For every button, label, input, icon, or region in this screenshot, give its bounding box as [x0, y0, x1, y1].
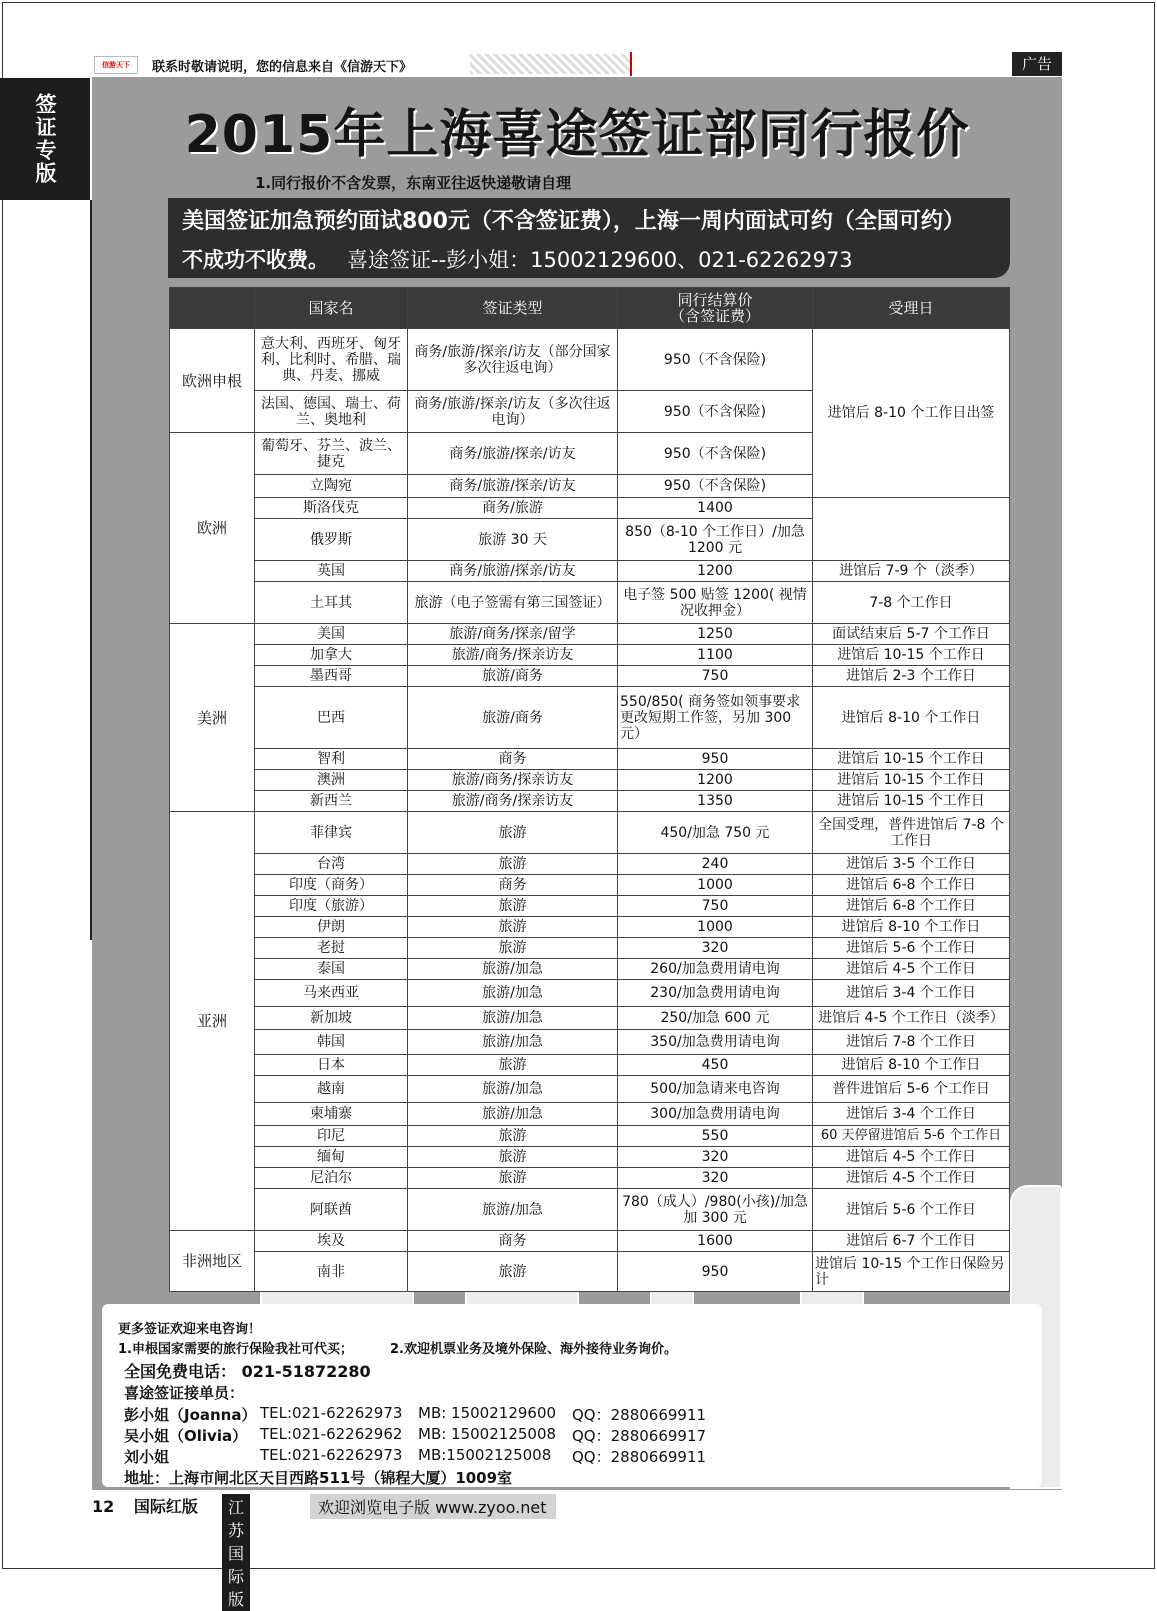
table-row [170, 329, 1010, 391]
type-cell: 旅游/加急 [408, 959, 618, 980]
price-cell: 950（不含保险) [618, 329, 813, 391]
region-cell: 欧洲申根 [170, 329, 255, 433]
days-cell: 进馆后 10-15 个工作日保险另计 [813, 1252, 1010, 1292]
region-cell: 欧洲 [170, 433, 255, 624]
country-cell: 澳洲 [255, 770, 408, 791]
days-cell: 进馆后 6-7 个工作日 [813, 1231, 1010, 1252]
country-cell: 墨西哥 [255, 666, 408, 687]
type-cell: 旅游 [408, 1147, 618, 1168]
country-cell: 马来西亚 [255, 980, 408, 1007]
type-cell: 旅游/加急 [408, 1103, 618, 1126]
staff-name: 吴小姐（Olivia） [124, 1427, 248, 1445]
days-cell [813, 498, 1010, 561]
table-row [170, 875, 1010, 896]
price-cell: 320 [618, 1168, 813, 1189]
type-cell: 旅游/加急 [408, 1007, 618, 1030]
days-cell: 进馆后 4-5 个工作日 [813, 959, 1010, 980]
country-cell: 尼泊尔 [255, 1168, 408, 1189]
table-row [170, 770, 1010, 791]
price-cell: 950（不含保险) [618, 391, 813, 433]
price-cell: 950（不含保险) [618, 433, 813, 475]
contact-heading: 更多签证欢迎来电咨询！ [118, 1322, 262, 1337]
days-cell: 进馆后 8-10 个工作日 [813, 1055, 1010, 1076]
type-cell: 商务/旅游/探亲/访友 [408, 433, 618, 475]
country-cell: 意大利、西班牙、匈牙利、比利时、希腊、瑞典、丹麦、挪威 [255, 329, 408, 391]
contact-note-services: 2.欢迎机票业务及境外保险、海外接待业务询价。 [390, 1342, 677, 1357]
country-cell: 俄罗斯 [255, 519, 408, 561]
type-cell: 旅游 [408, 1252, 618, 1292]
visa-price-table [169, 287, 1010, 1292]
days-cell: 进馆后 6-8 个工作日 [813, 875, 1010, 896]
type-cell: 旅游 [408, 896, 618, 917]
header-processing-days: 受理日 [813, 288, 1010, 329]
table-row [170, 896, 1010, 917]
red-divider [630, 52, 632, 76]
type-cell: 商务/旅游 [408, 498, 618, 519]
price-cell: 850（8-10 个工作日）/加急 1200 元 [618, 519, 813, 561]
type-cell: 旅游 [408, 1055, 618, 1076]
days-cell: 进馆后 10-15 个工作日 [813, 749, 1010, 770]
country-cell: 葡萄牙、芬兰、波兰、捷克 [255, 433, 408, 475]
ad-tag: 广告 [1012, 52, 1062, 76]
type-cell: 旅游 [408, 812, 618, 854]
country-cell: 伊朗 [255, 917, 408, 938]
type-cell: 旅游/商务/探亲访友 [408, 791, 618, 812]
days-cell: 进馆后 3-5 个工作日 [813, 854, 1010, 875]
table-row [170, 1030, 1010, 1055]
edition-label: 江苏国际版 [222, 1494, 250, 1611]
price-cell: 250/加急 600 元 [618, 1007, 813, 1030]
type-cell: 旅游 30 天 [408, 519, 618, 561]
price-cell: 1350 [618, 791, 813, 812]
note-invoice: 1.同行报价不含发票，东南亚往返快递敬请自理 [255, 174, 572, 192]
country-cell: 新西兰 [255, 791, 408, 812]
price-cell: 电子签 500 贴签 1200( 视情况收押金） [618, 582, 813, 624]
days-cell: 进馆后 4-5 个工作日 [813, 1147, 1010, 1168]
section-name: 国际红版 [133, 1497, 198, 1516]
days-cell: 进馆后 3-4 个工作日 [813, 1103, 1010, 1126]
price-cell: 1000 [618, 875, 813, 896]
staff-mobile: MB:15002125008 [418, 1446, 552, 1464]
country-cell: 菲律宾 [255, 812, 408, 854]
country-cell: 老挝 [255, 938, 408, 959]
table-row [170, 749, 1010, 770]
days-cell: 进馆后 5-6 个工作日 [813, 1189, 1010, 1231]
type-cell: 旅游/商务/探亲/留学 [408, 624, 618, 645]
table-row [170, 1252, 1010, 1292]
page-number: 12 [92, 1497, 115, 1516]
price-cell: 550/850( 商务签如领事要求更改短期工作签，另加 300 元） [618, 687, 813, 749]
price-cell: 550 [618, 1126, 813, 1147]
country-cell: 印度（商务） [255, 875, 408, 896]
price-cell: 300/加急费用请电询 [618, 1103, 813, 1126]
price-cell: 780（成人）/980(小孩)/加急加 300 元 [618, 1189, 813, 1231]
type-cell: 商务/旅游/探亲/访友（多次往返电询） [408, 391, 618, 433]
days-cell: 进馆后 8-10 个工作日 [813, 687, 1010, 749]
header-country: 国家名 [255, 288, 408, 329]
price-cell: 320 [618, 1147, 813, 1168]
country-cell: 台湾 [255, 854, 408, 875]
country-cell: 埃及 [255, 1231, 408, 1252]
table-row [170, 561, 1010, 582]
country-cell: 泰国 [255, 959, 408, 980]
banner-guarantee: 不成功不收费。 [182, 248, 329, 272]
type-cell: 旅游 [408, 854, 618, 875]
days-cell: 进馆后 7-9 个（淡季） [813, 561, 1010, 582]
type-cell: 商务 [408, 875, 618, 896]
country-cell: 缅甸 [255, 1147, 408, 1168]
days-cell: 进馆后 4-5 个工作日（淡季） [813, 1007, 1010, 1030]
type-cell: 旅游/商务/探亲访友 [408, 645, 618, 666]
type-cell: 商务 [408, 1231, 618, 1252]
staff-heading: 喜途签证接单员： [124, 1384, 245, 1402]
country-cell: 印度（旅游） [255, 896, 408, 917]
region-cell: 亚洲 [170, 812, 255, 1231]
table-header-row [170, 288, 1010, 329]
days-cell: 进馆后 6-8 个工作日 [813, 896, 1010, 917]
days-cell: 进馆后 10-15 个工作日 [813, 770, 1010, 791]
staff-qq: QQ：2880669911 [572, 1448, 707, 1466]
days-cell: 进馆后 7-8 个工作日 [813, 1030, 1010, 1055]
price-cell: 950 [618, 749, 813, 770]
table-row [170, 791, 1010, 812]
staff-qq: QQ：2880669911 [572, 1406, 707, 1424]
country-cell: 斯洛伐克 [255, 498, 408, 519]
days-cell: 进馆后 5-6 个工作日 [813, 938, 1010, 959]
country-cell: 加拿大 [255, 645, 408, 666]
contact-info-box [102, 1304, 1042, 1487]
type-cell: 商务 [408, 749, 618, 770]
table-row [170, 917, 1010, 938]
type-cell: 旅游 [408, 1168, 618, 1189]
staff-name: 彭小姐（Joanna） [124, 1406, 257, 1424]
days-cell: 进馆后 2-3 个工作日 [813, 666, 1010, 687]
national-hotline: 全国免费电话： 021-51872280 [124, 1362, 371, 1381]
staff-name: 刘小姐 [124, 1448, 170, 1466]
price-cell: 750 [618, 896, 813, 917]
type-cell: 旅游/加急 [408, 1030, 618, 1055]
table-row [170, 498, 1010, 519]
price-cell: 350/加急费用请电询 [618, 1030, 813, 1055]
price-cell: 950（不含保险) [618, 475, 813, 498]
type-cell: 旅游 [408, 1126, 618, 1147]
header-visa-type: 签证类型 [408, 288, 618, 329]
type-cell: 商务/旅游/探亲/访友 [408, 561, 618, 582]
price-cell: 1200 [618, 561, 813, 582]
table-row [170, 1103, 1010, 1126]
type-cell: 旅游/商务/探亲访友 [408, 770, 618, 791]
header-region [170, 288, 255, 329]
office-address: 地址：上海市闸北区天目西路511号（锦程大厦）1009室 [124, 1469, 513, 1487]
price-cell: 1100 [618, 645, 813, 666]
days-cell: 7-8 个工作日 [813, 582, 1010, 624]
table-row [170, 980, 1010, 1007]
price-cell: 260/加急费用请电询 [618, 959, 813, 980]
table-row [170, 1076, 1010, 1103]
side-tab-label: 签证专版 [33, 93, 57, 185]
us-visa-banner [168, 198, 1010, 278]
country-cell: 南非 [255, 1252, 408, 1292]
days-cell: 进馆后 8-10 个工作日出签 [813, 329, 1010, 498]
days-cell: 进馆后 3-4 个工作日 [813, 980, 1010, 1007]
country-cell: 美国 [255, 624, 408, 645]
table-row [170, 1007, 1010, 1030]
header-price: 同行结算价 （含签证费） [618, 288, 813, 329]
table-row [170, 624, 1010, 645]
decorative-pattern [470, 54, 630, 74]
staff-tel: TEL:021-62262973 [260, 1446, 403, 1464]
price-cell: 450/加急 750 元 [618, 812, 813, 854]
country-cell: 新加坡 [255, 1007, 408, 1030]
days-cell: 全国受理，普件进馆后 7-8 个工作日 [813, 812, 1010, 854]
region-cell: 非洲地区 [170, 1231, 255, 1292]
type-cell: 旅游/商务 [408, 666, 618, 687]
country-cell: 印尼 [255, 1126, 408, 1147]
country-cell: 智利 [255, 749, 408, 770]
type-cell: 商务/旅游/探亲/访友 [408, 475, 618, 498]
country-cell: 英国 [255, 561, 408, 582]
table-row [170, 854, 1010, 875]
country-cell: 韩国 [255, 1030, 408, 1055]
side-section-tab [0, 78, 90, 200]
country-cell: 土耳其 [255, 582, 408, 624]
table-row [170, 666, 1010, 687]
contact-note-insurance: 1.申根国家需要的旅行保险我社可代买； [118, 1342, 353, 1357]
staff-tel: TEL:021-62262962 [260, 1425, 403, 1443]
days-cell: 面试结束后 5-7 个工作日 [813, 624, 1010, 645]
country-cell: 阿联酋 [255, 1189, 408, 1231]
price-cell: 230/加急费用请电询 [618, 980, 813, 1007]
country-cell: 立陶宛 [255, 475, 408, 498]
price-cell: 1250 [618, 624, 813, 645]
staff-mobile: MB: 15002125008 [418, 1425, 557, 1443]
table-row [170, 1168, 1010, 1189]
price-cell: 500/加急请来电咨询 [618, 1076, 813, 1103]
table-row [170, 1231, 1010, 1252]
table-row [170, 1189, 1010, 1231]
type-cell: 旅游/加急 [408, 980, 618, 1007]
top-bar [92, 52, 632, 76]
table-row [170, 1126, 1010, 1147]
page-footer [92, 1494, 547, 1609]
type-cell: 商务/旅游/探亲/访友（部分国家多次往返电询） [408, 329, 618, 391]
table-row [170, 1055, 1010, 1076]
price-cell: 320 [618, 938, 813, 959]
price-cell: 1400 [618, 498, 813, 519]
price-cell: 750 [618, 666, 813, 687]
price-cell: 240 [618, 854, 813, 875]
top-notice: 联系时敬请说明，您的信息来自《信游天下》 [152, 60, 413, 75]
table-row [170, 959, 1010, 980]
type-cell: 旅游 [408, 917, 618, 938]
type-cell: 旅游/商务 [408, 687, 618, 749]
country-cell: 越南 [255, 1076, 408, 1103]
country-cell: 巴西 [255, 687, 408, 749]
staff-qq: QQ：2880669917 [572, 1427, 707, 1445]
price-cell: 950 [618, 1252, 813, 1292]
days-cell: 进馆后 10-15 个工作日 [813, 645, 1010, 666]
type-cell: 旅游/加急 [408, 1076, 618, 1103]
price-cell: 1200 [618, 770, 813, 791]
type-cell: 旅游/加急 [408, 1189, 618, 1231]
table-row [170, 582, 1010, 624]
website-link[interactable]: 欢迎浏览电子版 www.zyoo.net [310, 1494, 556, 1519]
type-cell: 旅游（电子签需有第三国签证） [408, 582, 618, 624]
type-cell: 旅游 [408, 938, 618, 959]
page-title: 2015年上海喜途签证部同行报价 [184, 105, 970, 165]
banner-line-2 [182, 244, 853, 274]
price-cell: 1600 [618, 1231, 813, 1252]
table-row [170, 645, 1010, 666]
country-cell: 柬埔寨 [255, 1103, 408, 1126]
publication-logo: 信游天下 [94, 56, 138, 74]
staff-mobile: MB: 15002129600 [418, 1404, 557, 1422]
table-row [170, 812, 1010, 854]
staff-tel: TEL:021-62262973 [260, 1404, 403, 1422]
days-cell: 普件进馆后 5-6 个工作日 [813, 1076, 1010, 1103]
price-cell: 450 [618, 1055, 813, 1076]
days-cell: 进馆后 8-10 个工作日 [813, 917, 1010, 938]
country-cell: 日本 [255, 1055, 408, 1076]
days-cell: 60 天停留进馆后 5-6 个工作日 [813, 1126, 1010, 1147]
banner-line-1: 美国签证加急预约面试800元（不含签证费），上海一周内面试可约（全国可约） [182, 209, 965, 234]
banner-contact: 喜途签证--彭小姐：15002129600、021-62262973 [347, 248, 853, 272]
table-row [170, 1147, 1010, 1168]
table-row [170, 938, 1010, 959]
days-cell: 进馆后 10-15 个工作日 [813, 791, 1010, 812]
country-cell: 法国、德国、瑞士、荷兰、奥地利 [255, 391, 408, 433]
table-row [170, 687, 1010, 749]
price-cell: 1000 [618, 917, 813, 938]
days-cell: 进馆后 4-5 个工作日 [813, 1168, 1010, 1189]
region-cell: 美洲 [170, 624, 255, 812]
